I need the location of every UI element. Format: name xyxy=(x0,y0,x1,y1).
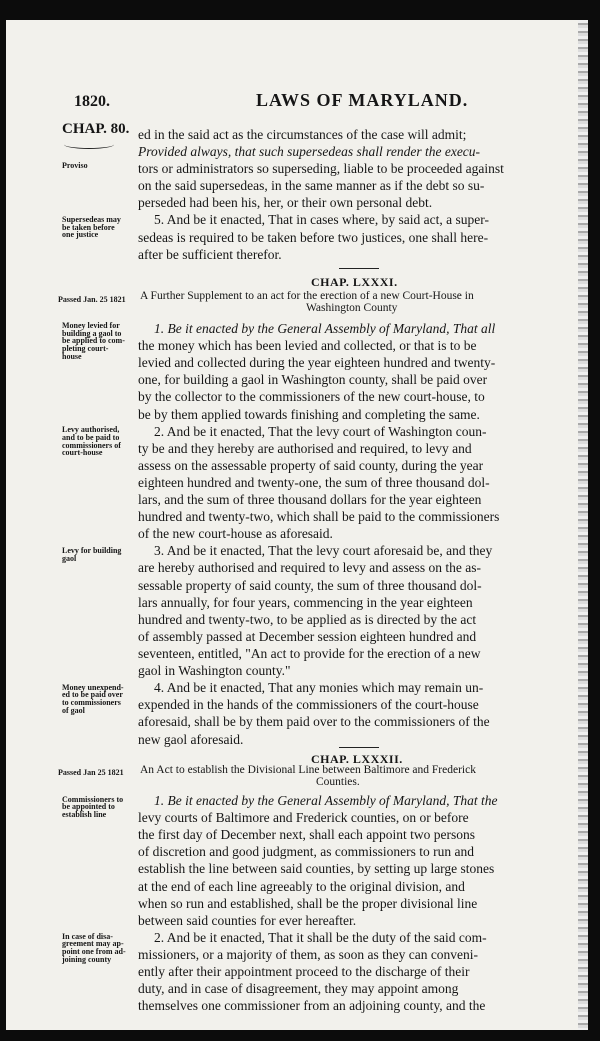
page-year: 1820. xyxy=(74,93,110,110)
text-line: of assembly passed at December session eighteen hundred and xyxy=(138,629,477,644)
margin-note: building a gaol to xyxy=(62,329,122,338)
passed-date: Passed Jan. 25 1821 xyxy=(58,295,126,304)
text-line: assess on the assessable property of said county, during the year xyxy=(138,458,484,473)
margin-note: joining county xyxy=(62,955,112,964)
margin-note: of gaol xyxy=(62,706,85,715)
text-line: at the end of each line agreeably to the original division, and xyxy=(138,879,465,894)
chapter-title: An Act to establish the Divisional Line between Baltimore and Frederick xyxy=(140,764,476,776)
text-line: 2. And be it enacted, That it shall be the duty of the said com- xyxy=(154,930,487,945)
margin-note: commissioners of xyxy=(62,441,121,450)
section-rule xyxy=(339,747,379,748)
text-line: when so run and established, shall be the proper divisional line xyxy=(138,896,478,911)
text-line: Provided always, that such supersedeas shall render the execu- xyxy=(138,144,481,159)
passed-date: Passed Jan 25 1821 xyxy=(58,768,124,777)
text-line: 1. Be it enacted by the General Assembly of Maryland, That the xyxy=(154,793,498,808)
text-line: eighteen hundred and twenty-one, the sum of three thousand dol- xyxy=(138,475,490,490)
text-line: after be sufficient therefor. xyxy=(138,247,282,262)
text-line: are hereby authorised and required to levy and assess on the as- xyxy=(138,560,482,575)
margin-note-proviso: Proviso xyxy=(62,161,88,170)
margin-note: be appointed to xyxy=(62,802,115,811)
text-line: 5. And be it enacted, That in cases where, by said act, a super- xyxy=(154,212,489,227)
text-line: 2. And be it enacted, That the levy court of Washington coun- xyxy=(154,424,487,439)
text-line: expended in the hands of the commissioners of the court-house xyxy=(138,697,479,712)
text-line: one, for building a gaol in Washington county, shall be paid over xyxy=(138,372,488,387)
margin-note: establish line xyxy=(62,810,107,819)
text-line: establish the line between said counties, by setting up large stones xyxy=(138,861,495,876)
margin-note: be applied to com- xyxy=(62,336,125,345)
margin-note: Commissioners to xyxy=(62,795,124,804)
margin-note: house xyxy=(62,352,82,361)
text-line: ed in the said act as the circumstances of the case will admit; xyxy=(138,127,467,142)
document-page xyxy=(6,20,578,1030)
margin-note: one justice xyxy=(62,230,99,239)
text-line: gaol in Washington county." xyxy=(138,663,291,678)
margin-note: court-house xyxy=(62,448,103,457)
margin-note: point one from ad- xyxy=(62,947,126,956)
section-rule xyxy=(339,268,379,269)
text-line: of discretion and good judgment, as commissioners to run and xyxy=(138,844,474,859)
margin-note: Levy authorised, xyxy=(62,425,120,434)
margin-note: Money levied for xyxy=(62,321,120,330)
text-line: aforesaid, shall be by them paid over to the commissioners of the xyxy=(138,714,490,729)
margin-note: gaol xyxy=(62,554,77,563)
text-line: ty be and they hereby are authorised and required, to levy and xyxy=(138,441,472,456)
margin-note: greement may ap- xyxy=(62,939,124,948)
text-line: lars annually, for four years, commencing in the year eighteen xyxy=(138,595,473,610)
text-line: hundred and twenty-two, to be applied as is directed by the act xyxy=(138,612,477,627)
text-line: on the said supersedeas, in the same manner as if the debt so su- xyxy=(138,178,485,193)
margin-note: be taken before xyxy=(62,223,115,232)
chapter-title: Counties. xyxy=(316,776,360,788)
text-line: tors or administrators so superseding, liable to be proceeded against xyxy=(138,161,504,176)
text-line: sessable property of said county, the sum of three thousand dol- xyxy=(138,578,482,593)
chapter-reference: CHAP. 80. xyxy=(62,121,130,137)
text-line: levied and collected during the year eighteen hundred and twenty- xyxy=(138,355,496,370)
page-title: LAWS OF MARYLAND. xyxy=(256,90,469,110)
text-line: new gaol aforesaid. xyxy=(138,732,244,747)
margin-note: pleting court- xyxy=(62,344,109,353)
margin-note: Money unexpend- xyxy=(62,683,124,692)
text-line: seventeen, entitled, "An act to provide for the erection of a new xyxy=(138,646,481,661)
margin-note: ed to be paid over xyxy=(62,690,123,699)
text-line: levy courts of Baltimore and Frederick counties, on or before xyxy=(138,810,469,825)
margin-note: Supersedeas may xyxy=(62,215,121,224)
text-line: ently after their appointment proceed to the discharge of their xyxy=(138,964,470,979)
margin-note: In case of disa- xyxy=(62,932,113,941)
text-line: 3. And be it enacted, That the levy court aforesaid be, and they xyxy=(154,543,493,558)
margin-note: Levy for building xyxy=(62,546,122,555)
chapter-title: A Further Supplement to an act for the erection of a new Court-House in xyxy=(140,290,474,302)
chapter-heading: CHAP. LXXXII. xyxy=(311,752,403,766)
page-binding-edge xyxy=(578,20,588,1030)
text-line: themselves one commissioner from an adjoining county, and the xyxy=(138,998,486,1013)
text-line: by the collector to the commissioners of the new court-house, to xyxy=(138,389,485,404)
text-line: of the new court-house as aforesaid. xyxy=(138,526,333,541)
text-line: the money which has been levied and collected, or that is to be xyxy=(138,338,477,353)
text-line: duty, and in case of disagreement, they may appoint among xyxy=(138,981,459,996)
text-line: lars, and the sum of three thousand dollars for the year eighteen xyxy=(138,492,482,507)
text-line: perseded had been his, her, or their own personal debt. xyxy=(138,195,433,210)
text-line: sedeas is required to be taken before two justices, one shall here- xyxy=(138,230,489,245)
text-line: missioners, or a majority of them, as soon as they can conveni- xyxy=(138,947,479,962)
text-line: hundred and twenty-two, which shall be paid to the commissioners xyxy=(138,509,500,524)
brace-mark xyxy=(64,140,114,149)
chapter-title: Washington County xyxy=(306,302,398,314)
text-line: be by them applied towards finishing and completing the same. xyxy=(138,407,480,422)
text-line: 4. And be it enacted, That any monies which may remain un- xyxy=(154,680,484,695)
text-line: the first day of December next, shall each appoint two persons xyxy=(138,827,476,842)
margin-note: and to be paid to xyxy=(62,433,120,442)
margin-note: to commissioners xyxy=(62,698,121,707)
text-line: 1. Be it enacted by the General Assembly of Maryland, That all xyxy=(154,321,496,336)
chapter-heading: CHAP. LXXXI. xyxy=(311,275,398,289)
text-line: between said counties for ever hereafter. xyxy=(138,913,357,928)
